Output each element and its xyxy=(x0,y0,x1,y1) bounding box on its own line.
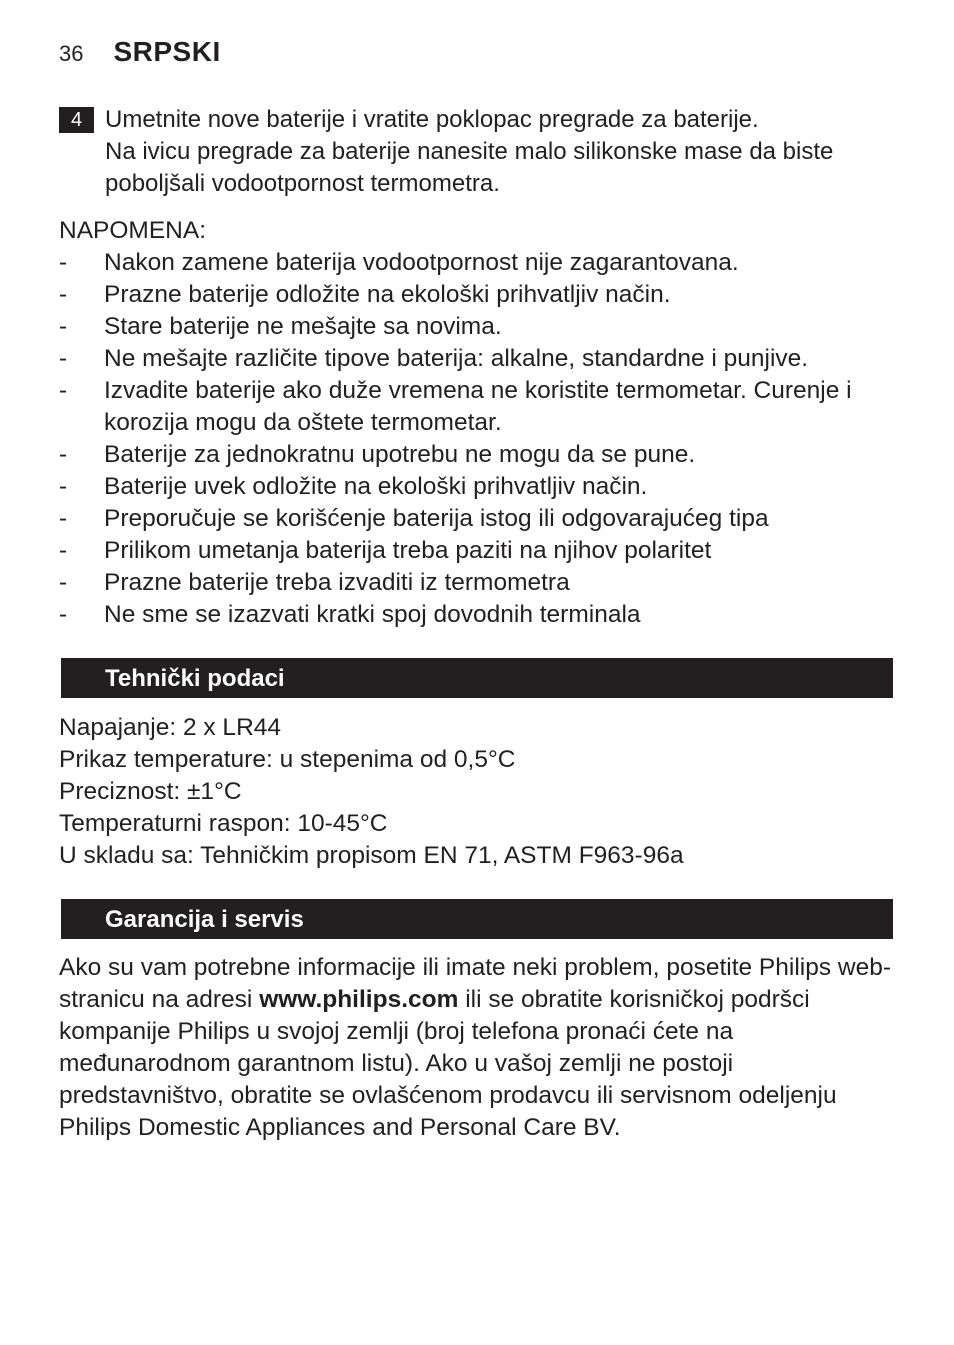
list-item xyxy=(59,311,899,343)
spec-line: Napajanje: 2 x LR44 xyxy=(59,714,282,741)
list-item xyxy=(59,567,899,599)
section-heading-text: Tehnički podaci xyxy=(105,665,285,692)
page-header xyxy=(59,36,221,68)
dash-bullet: - xyxy=(59,601,68,628)
list-item xyxy=(59,279,899,311)
spec-line: Temperaturni raspon: 10-45°C xyxy=(59,810,388,837)
philips-website-link[interactable]: www.philips.com xyxy=(259,986,459,1013)
list-item xyxy=(59,471,899,503)
list-item-text: Baterije za jednokratnu upotrebu ne mogu da se pune. xyxy=(104,441,696,468)
dash-bullet: - xyxy=(59,473,68,500)
dash-bullet: - xyxy=(59,281,68,308)
spec-line: Preciznost: ±1°C xyxy=(59,778,242,805)
section-heading-warranty xyxy=(61,899,893,939)
list-item xyxy=(59,503,899,535)
list-item-text: Preporučuje se korišćenje baterija istog ili odgovarajućeg tipa xyxy=(104,505,769,532)
list-item-text: Prilikom umetanja baterija treba paziti na njihov polaritet xyxy=(104,537,712,564)
list-item-text: Stare baterije ne mešajte sa novima. xyxy=(104,313,502,340)
list-item-text: Ne sme se izazvati kratki spoj dovodnih terminala xyxy=(104,601,641,628)
dash-bullet: - xyxy=(59,537,68,564)
dash-bullet: - xyxy=(59,441,68,468)
spec-line: U skladu sa: Tehničkim propisom EN 71, ASTM F963-96a xyxy=(59,842,684,869)
note-block xyxy=(59,215,899,631)
list-item-text: Izvadite baterije ako duže vremena ne koristite termometar. Curenje i korozija mogu da oštete termometar. xyxy=(104,377,852,436)
technical-specs xyxy=(59,712,899,872)
section-heading-text: Garancija i servis xyxy=(105,906,304,933)
list-item xyxy=(59,343,899,375)
dash-bullet: - xyxy=(59,345,68,372)
dash-bullet: - xyxy=(59,313,68,340)
step-number-badge: 4 xyxy=(59,107,94,133)
list-item-text: Prazne baterije treba izvaditi iz termometra xyxy=(104,569,570,596)
dash-bullet: - xyxy=(59,377,68,404)
list-item-text: Baterije uvek odložite na ekološki prihvatljiv način. xyxy=(104,473,648,500)
list-item-text: Ne mešajte različite tipove baterija: alkalne, standardne i punjive. xyxy=(104,345,809,372)
warranty-text: Ako su vam potrebne informacije ili imate neki problem, posetite Philips web-stranicu na adresi xyxy=(59,954,892,1013)
step-line: Umetnite nove baterije i vratite poklopac pregrade za baterije. xyxy=(105,106,759,133)
list-item xyxy=(59,535,899,567)
spec-line: Prikaz temperature: u stepenima od 0,5°C xyxy=(59,746,516,773)
list-item xyxy=(59,439,899,471)
dash-bullet: - xyxy=(59,249,68,276)
step-text xyxy=(105,104,899,200)
list-item-text: Prazne baterije odložite na ekološki prihvatljiv način. xyxy=(104,281,671,308)
warranty-paragraph xyxy=(59,952,904,1144)
note-list xyxy=(59,247,899,631)
language-title: SRPSKI xyxy=(113,36,221,67)
list-item xyxy=(59,375,899,439)
warranty-text: ili se obratite korisničkoj podršci kompanije Philips u svojoj zemlji (broj telefona pronaći ćete na međunarodnom garantnom listu). Ako u vašoj zemlji ne postoji predstavništvo, obratite se ovlašćenom prodavcu ili servisnom odeljenju Philips Domestic Appliances and Personal Care BV. xyxy=(59,986,837,1141)
dash-bullet: - xyxy=(59,569,68,596)
dash-bullet: - xyxy=(59,505,68,532)
page-number: 36 xyxy=(59,41,84,66)
step-line: Na ivicu pregrade za baterije nanesite malo silikonske mase da biste poboljšali vodootpornost termometra. xyxy=(105,138,834,197)
step-4 xyxy=(59,104,899,200)
list-item-text: Nakon zamene baterija vodootpornost nije zagarantovana. xyxy=(104,249,739,276)
note-title: NAPOMENA: xyxy=(59,217,207,244)
list-item xyxy=(59,247,899,279)
section-heading-technical-data xyxy=(61,658,893,698)
list-item xyxy=(59,599,899,631)
